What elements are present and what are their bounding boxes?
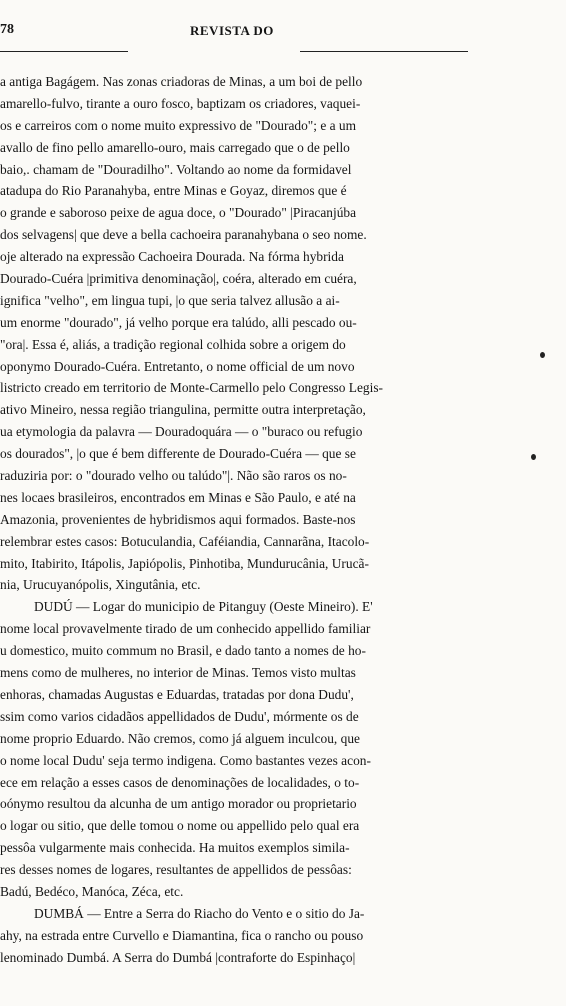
text-line: a antiga Bagágem. Nas zonas criadoras de Minas, a um boi de pello xyxy=(0,74,363,89)
text-line: ssim como varios cidadãos appellidados de Dudu', mórmente os de xyxy=(0,708,359,724)
body-text xyxy=(0,71,460,969)
text-line: mito, Itabirito, Itápolis, Japiópolis, Pinhotiba, Mundurucânia, Urucã- xyxy=(0,555,369,571)
text-line: nome proprio Eduardo. Não cremos, como já alguem inculcou, que xyxy=(0,730,360,746)
page-number: 78 xyxy=(0,22,14,37)
text-line: nome local provavelmente tirado de um conhecido appellido familiar xyxy=(0,621,371,637)
text-line: DUMBÁ — Entre a Serra do Riacho do Vento e o sitio do Ja- xyxy=(34,905,365,921)
text-line: os e carreiros com o nome muito expressivo de "Dourado"; e a um xyxy=(0,117,357,133)
page-header xyxy=(0,22,470,44)
text-line: DUDÚ — Logar do municipio de Pitanguy (Oeste Mineiro). E' xyxy=(34,599,373,615)
ink-speck xyxy=(540,352,545,358)
text-line: oje alterado na expressão Cachoeira Dourada. Na fórma hybrida xyxy=(0,249,344,265)
text-line: dos selvagens| que deve a bella cachoeira paranahybana o seo nome. xyxy=(0,227,367,243)
text-line: o logar ou sitio, que delle tomou o nome ou appellido pelo qual era xyxy=(0,818,360,834)
text-line: "ora|. Essa é, aliás, a tradição regional colhida sobre a origem do xyxy=(0,336,346,352)
text-line: amarello-fulvo, tirante a ouro fosco, baptizam os criadores, vaquei- xyxy=(0,95,361,111)
text-line: pessôa vulgarmente mais conhecida. Ha muitos exemplos simila- xyxy=(0,840,350,856)
text-line: baio,. chamam de "Douradilho". Voltando ao nome da formidavel xyxy=(0,161,352,177)
text-line: ua etymologia da palavra — Douradoquára — o "buraco ou refugio xyxy=(0,424,363,440)
text-line: um enorme "dourado", já velho porque era talúdo, alli pescado ou- xyxy=(0,314,357,330)
text-line: nes locaes brasileiros, encontrados em Minas e São Paulo, e até na xyxy=(0,489,356,505)
text-line: mens como de mulheres, no interior de Minas. Temos visto multas xyxy=(0,665,356,681)
text-line: ativo Mineiro, nessa região triangulina, permitte outra interpretação, xyxy=(0,402,366,418)
text-line: os dourados", |o que é bem differente de Dourado-Cuéra — que se xyxy=(0,446,356,462)
text-line: ahy, na estrada entre Curvello e Diamantina, fica o rancho ou pouso xyxy=(0,927,364,943)
ink-speck xyxy=(531,454,536,460)
text-line: relembrar estes casos: Botuculandia, Caféiandia, Cannarãna, Itacolo- xyxy=(0,533,370,549)
text-line: Amazonia, provenientes de hybridismos aqui formados. Baste-nos xyxy=(0,511,356,527)
text-line: o grande e saboroso peixe de agua doce, o "Dourado" |Piracanjúba xyxy=(0,205,357,221)
header-rule-right xyxy=(300,51,468,52)
text-line: avallo de fino pello amarello-ouro, mais carregado que o de pello xyxy=(0,139,350,155)
text-line: Dourado-Cuéra |primitiva denominação|, coéra, alterado em cuéra, xyxy=(0,271,357,287)
text-line: res desses nomes de logares, resultantes de appellidos de pessôas: xyxy=(0,862,352,878)
header-rule-left xyxy=(0,51,128,52)
text-line: Badú, Bedéco, Manóca, Zéca, etc. xyxy=(0,883,184,899)
text-line: enhoras, chamadas Augustas e Eduardas, tratadas por dona Dudu', xyxy=(0,686,354,702)
text-line: raduziria por: o "dourado velho ou talúdo"|. Não são raros os no- xyxy=(0,468,347,484)
running-head: REVISTA DO xyxy=(190,23,274,38)
text-line: u domestico, muito commum no Brasil, e dado tanto a nomes de ho- xyxy=(0,643,366,659)
text-line: nia, Urucuyanópolis, Xingutânia, etc. xyxy=(0,577,201,593)
text-line: atadupa do Rio Paranahyba, entre Minas e Goyaz, diremos que é xyxy=(0,183,347,199)
text-line: oónymo resultou da alcunha de um antigo morador ou proprietario xyxy=(0,796,357,812)
text-line: oponymo Dourado-Cuéra. Entretanto, o nome official de um novo xyxy=(0,358,355,374)
text-line: listricto creado em territorio de Monte-Carmello pelo Congresso Legis- xyxy=(0,380,384,396)
text-line: ece em relação a esses casos de denominações de localidades, o to- xyxy=(0,774,360,790)
text-line: lenominado Dumbá. A Serra do Dumbá |contraforte do Espinhaço| xyxy=(0,949,356,965)
text-line: ignifica "velho", em lingua tupi, |o que seria talvez allusão a ai- xyxy=(0,292,340,308)
text-line: o nome local Dudu' seja termo indigena. Como bastantes vezes acon- xyxy=(0,752,371,768)
